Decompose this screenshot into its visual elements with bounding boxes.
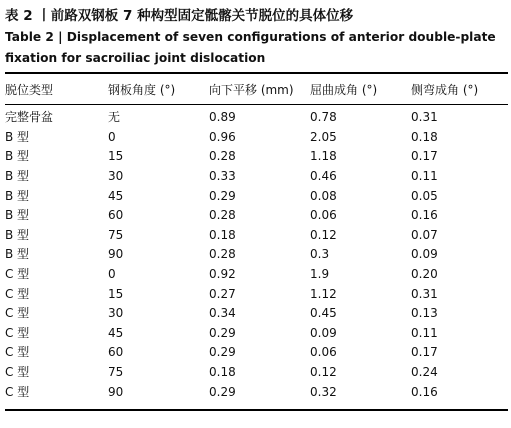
cell-dislocation-type: C 型 — [5, 365, 30, 380]
cell-lateral-bending-angle: 0.31 — [411, 286, 438, 301]
cell-lateral-bending-angle: 0.05 — [411, 188, 438, 203]
cell-flexion-angle: 2.05 — [310, 129, 337, 144]
cell-lateral-bending-angle: 0.09 — [411, 247, 438, 262]
table-row — [5, 304, 508, 324]
column-header-plate-angle: 钢板角度 (°) — [108, 82, 176, 97]
table-row — [5, 324, 508, 344]
table-row — [5, 128, 508, 148]
cell-plate-angle: 15 — [108, 149, 124, 164]
displacement-table — [5, 74, 508, 402]
cell-downward-translation: 0.29 — [209, 345, 236, 360]
cell-lateral-bending-angle: 0.16 — [411, 208, 438, 223]
cell-plate-angle: 无 — [108, 110, 121, 125]
table-bottom-rule — [5, 409, 508, 411]
column-header-flexion-angle: 屈曲成角 (°) — [310, 82, 378, 97]
cell-dislocation-type: 完整骨盆 — [5, 110, 54, 125]
cell-downward-translation: 0.29 — [209, 188, 236, 203]
cell-lateral-bending-angle: 0.17 — [411, 345, 438, 360]
cell-downward-translation: 0.29 — [209, 325, 236, 340]
cell-downward-translation: 0.92 — [209, 267, 236, 282]
cell-dislocation-type: C 型 — [5, 384, 30, 399]
cell-plate-angle: 15 — [108, 286, 124, 301]
cell-flexion-angle: 0.08 — [310, 188, 337, 203]
table-row — [5, 186, 508, 206]
cell-plate-angle: 60 — [108, 345, 124, 360]
cell-plate-angle: 45 — [108, 325, 124, 340]
cell-dislocation-type: C 型 — [5, 345, 30, 360]
cell-dislocation-type: C 型 — [5, 286, 30, 301]
cell-plate-angle: 75 — [108, 365, 124, 380]
table-row — [5, 147, 508, 167]
table-row — [5, 167, 508, 187]
cell-downward-translation: 0.27 — [209, 286, 236, 301]
cell-plate-angle: 0 — [108, 267, 116, 282]
cell-downward-translation: 0.96 — [209, 129, 236, 144]
column-header-downward-translation: 向下平移 (mm) — [209, 82, 294, 97]
table-title-chinese: 表 2 丨前路双钢板 7 种构型固定骶髂关节脱位的具体位移 — [5, 8, 354, 24]
table-row — [5, 104, 508, 128]
table-title-english-line-2: fixation for sacroiliac joint dislocation — [5, 51, 266, 65]
cell-lateral-bending-angle: 0.07 — [411, 227, 438, 242]
cell-downward-translation: 0.29 — [209, 384, 236, 399]
cell-lateral-bending-angle: 0.20 — [411, 267, 438, 282]
cell-flexion-angle: 0.32 — [310, 384, 337, 399]
cell-downward-translation: 0.28 — [209, 208, 236, 223]
cell-downward-translation: 0.34 — [209, 306, 236, 321]
cell-flexion-angle: 0.46 — [310, 169, 337, 184]
cell-plate-angle: 90 — [108, 247, 124, 262]
cell-flexion-angle: 0.12 — [310, 365, 337, 380]
table-row — [5, 206, 508, 226]
cell-lateral-bending-angle: 0.18 — [411, 129, 438, 144]
cell-plate-angle: 60 — [108, 208, 124, 223]
cell-dislocation-type: C 型 — [5, 306, 30, 321]
cell-flexion-angle: 0.78 — [310, 110, 337, 125]
cell-plate-angle: 0 — [108, 129, 116, 144]
table-row — [5, 382, 508, 402]
cell-lateral-bending-angle: 0.24 — [411, 365, 438, 380]
cell-plate-angle: 30 — [108, 169, 124, 184]
cell-flexion-angle: 1.9 — [310, 267, 330, 282]
cell-dislocation-type: B 型 — [5, 208, 30, 223]
cell-dislocation-type: C 型 — [5, 267, 30, 282]
cell-plate-angle: 45 — [108, 188, 124, 203]
cell-plate-angle: 30 — [108, 306, 124, 321]
cell-flexion-angle: 0.45 — [310, 306, 337, 321]
cell-downward-translation: 0.28 — [209, 149, 236, 164]
cell-lateral-bending-angle: 0.11 — [411, 325, 438, 340]
table-row — [5, 265, 508, 285]
cell-plate-angle: 90 — [108, 384, 124, 399]
cell-plate-angle: 75 — [108, 227, 124, 242]
cell-lateral-bending-angle: 0.17 — [411, 149, 438, 164]
cell-downward-translation: 0.33 — [209, 169, 236, 184]
cell-dislocation-type: B 型 — [5, 188, 30, 203]
cell-downward-translation: 0.28 — [209, 247, 236, 262]
table-row — [5, 343, 508, 363]
column-header-lateral-bending-angle: 侧弯成角 (°) — [411, 82, 479, 97]
cell-dislocation-type: B 型 — [5, 247, 30, 262]
cell-flexion-angle: 0.06 — [310, 208, 337, 223]
cell-lateral-bending-angle: 0.11 — [411, 169, 438, 184]
cell-downward-translation: 0.18 — [209, 227, 236, 242]
cell-flexion-angle: 0.09 — [310, 325, 337, 340]
cell-dislocation-type: B 型 — [5, 129, 30, 144]
cell-dislocation-type: B 型 — [5, 169, 30, 184]
table-row — [5, 226, 508, 246]
cell-dislocation-type: B 型 — [5, 227, 30, 242]
cell-lateral-bending-angle: 0.13 — [411, 306, 438, 321]
table-caption — [5, 6, 508, 68]
column-header-dislocation-type: 脱位类型 — [5, 82, 54, 97]
cell-dislocation-type: B 型 — [5, 149, 30, 164]
cell-lateral-bending-angle: 0.31 — [411, 110, 438, 125]
table-header-row — [5, 74, 508, 104]
table-row — [5, 363, 508, 383]
table-row — [5, 245, 508, 265]
cell-downward-translation: 0.18 — [209, 365, 236, 380]
cell-dislocation-type: C 型 — [5, 325, 30, 340]
cell-flexion-angle: 0.06 — [310, 345, 337, 360]
cell-flexion-angle: 1.18 — [310, 149, 337, 164]
cell-flexion-angle: 0.12 — [310, 227, 337, 242]
table-title-english-line-1: Table 2 | Displacement of seven configurations of anterior double-plate — [5, 30, 496, 44]
cell-downward-translation: 0.89 — [209, 110, 236, 125]
cell-lateral-bending-angle: 0.16 — [411, 384, 438, 399]
cell-flexion-angle: 0.3 — [310, 247, 330, 262]
cell-flexion-angle: 1.12 — [310, 286, 337, 301]
table-row — [5, 284, 508, 304]
